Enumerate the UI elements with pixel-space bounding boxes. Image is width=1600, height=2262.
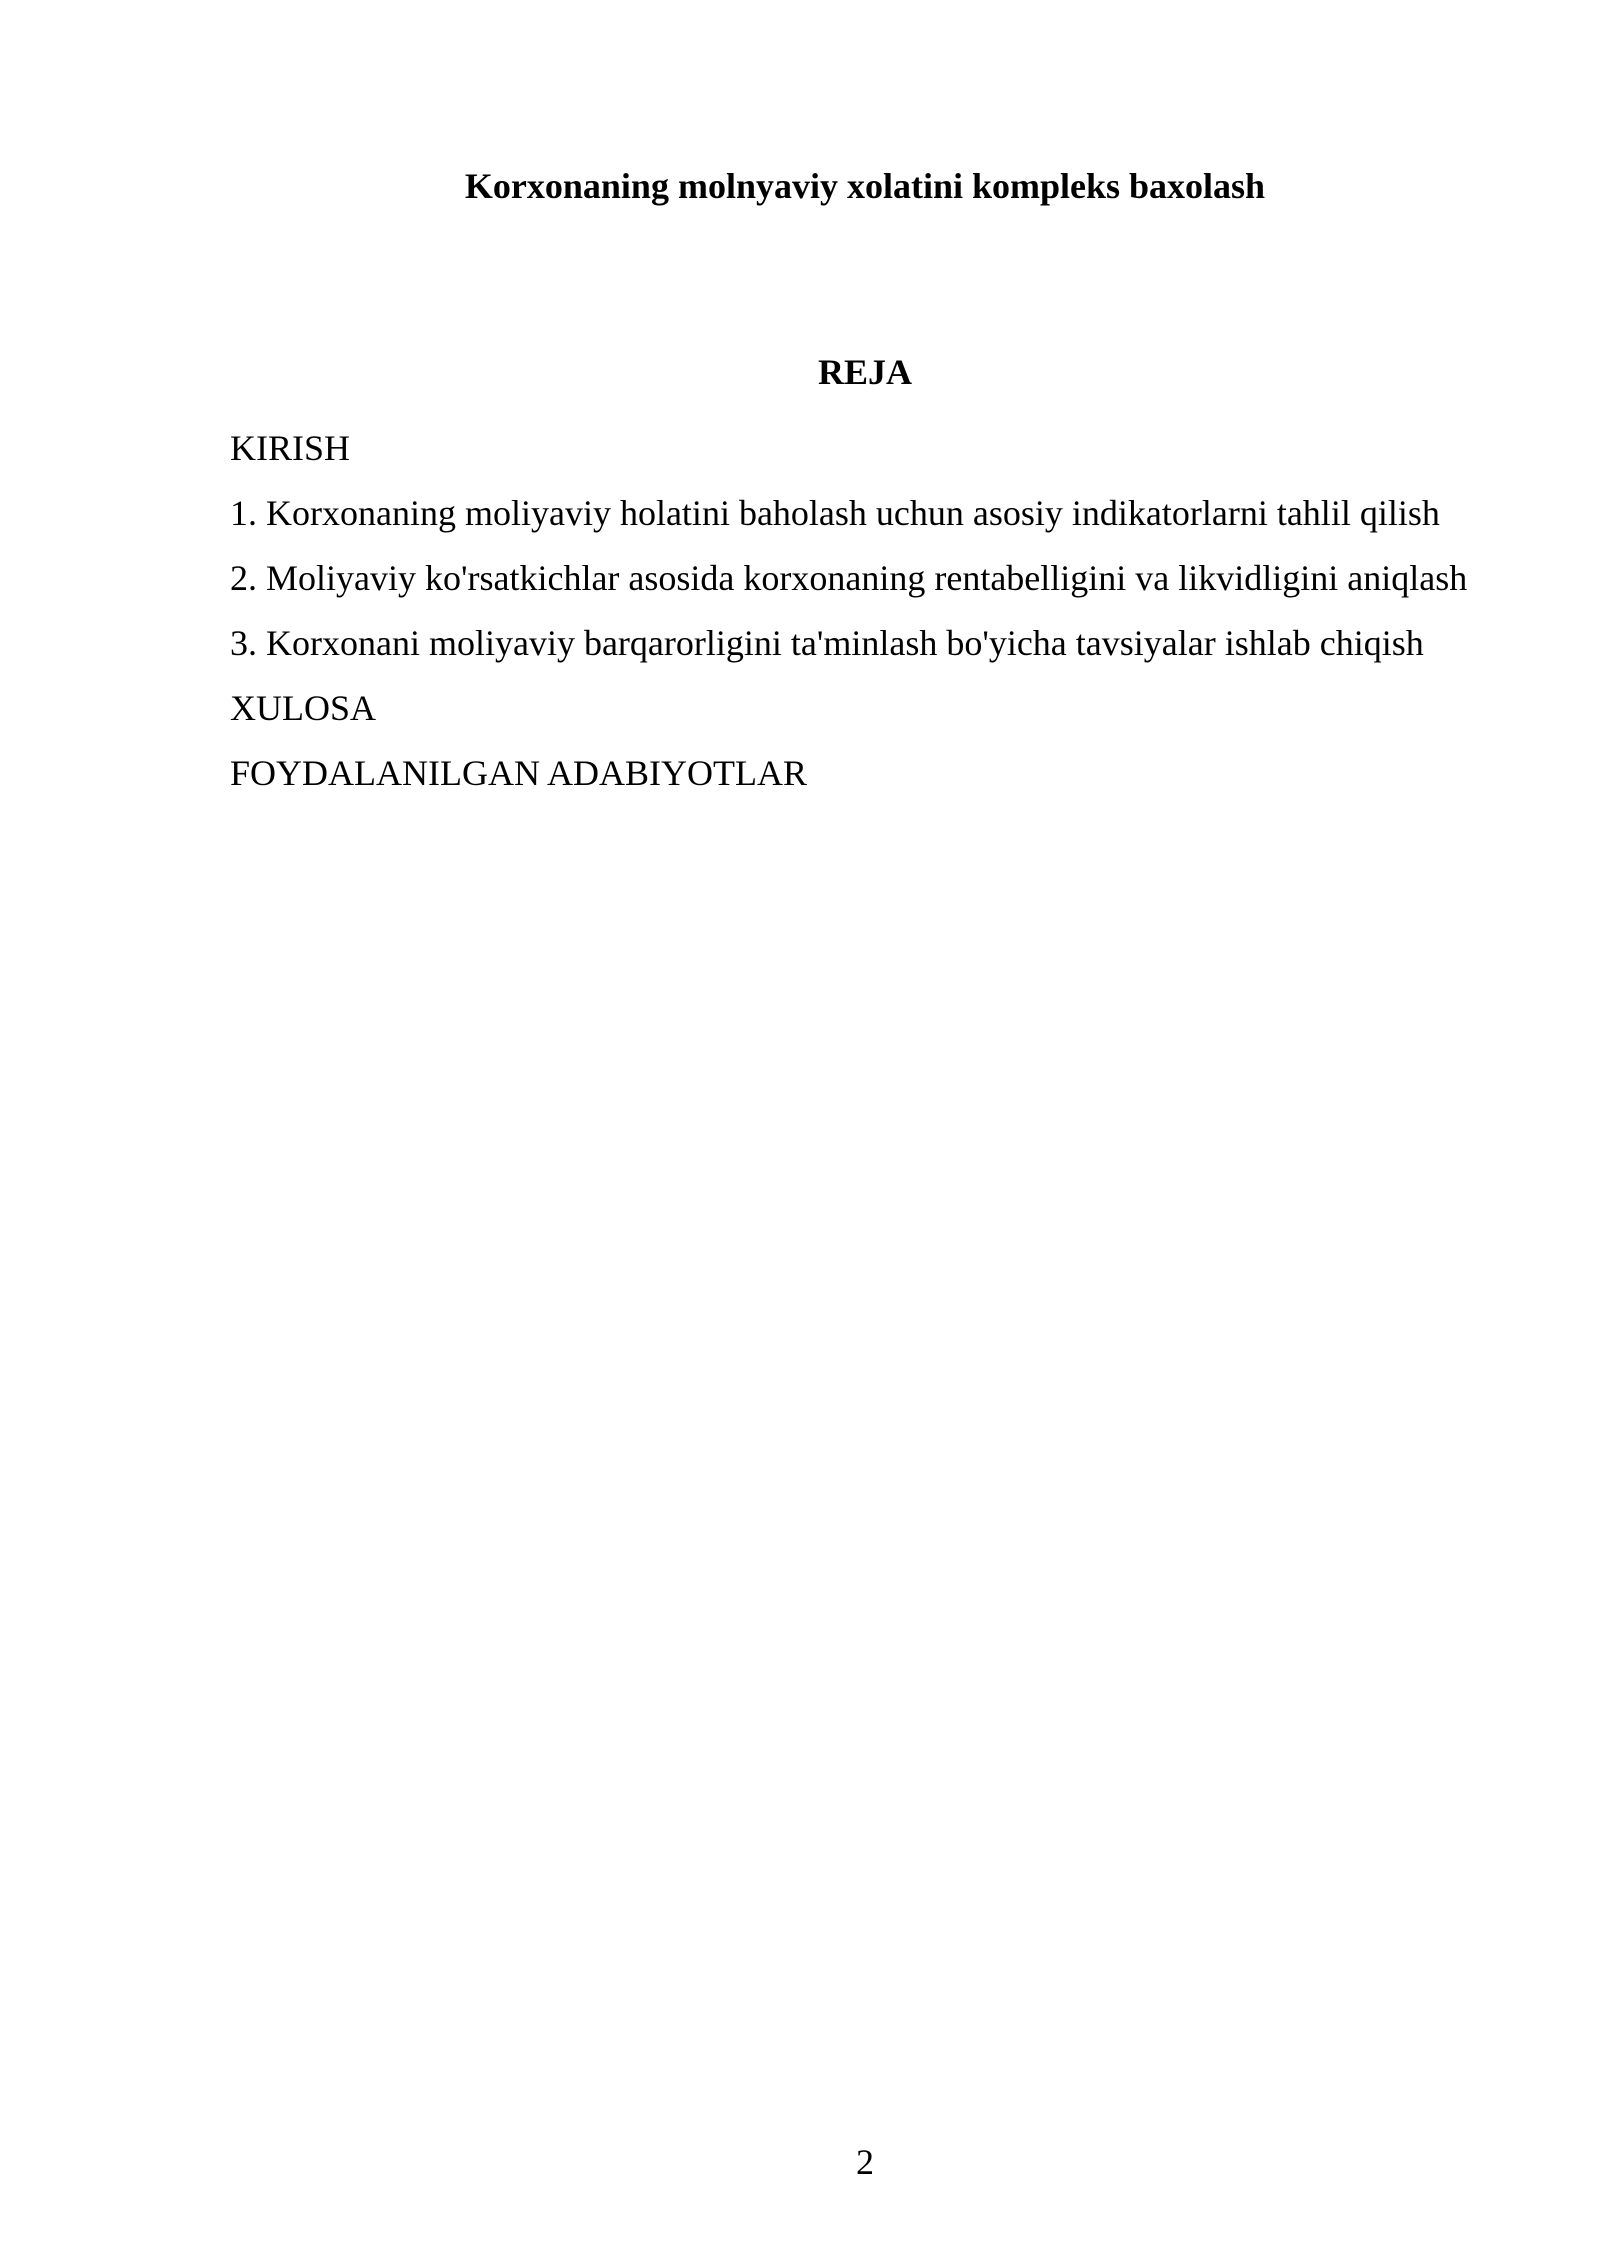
plan-item-references: FOYDALANILGAN ADABIYOTLAR: [230, 753, 807, 793]
page-number: 2: [856, 2142, 874, 2182]
plan-item-chapter-1: 1. Korxonaning moliyaviy holatini baholash uchun asosiy indikatorlarni tahlil qilish: [230, 493, 1440, 533]
plan-item-introduction: KIRISH: [230, 428, 351, 468]
plan-item-conclusion: XULOSA: [230, 688, 377, 728]
plan-list: [230, 420, 1530, 810]
document-title: Korxonaning molnyaviy xolatini kompleks baxolash: [464, 166, 1266, 206]
plan-heading: REJA: [817, 352, 912, 392]
plan-item-chapter-3: 3. Korxonani moliyaviy barqarorligini ta'minlash bo'yicha tavsiyalar ishlab chiqish: [230, 623, 1424, 663]
plan-item-chapter-2: 2. Moliyaviy ko'rsatkichlar asosida korxonaning rentabelligini va likvidligini aniqlash: [230, 558, 1468, 598]
